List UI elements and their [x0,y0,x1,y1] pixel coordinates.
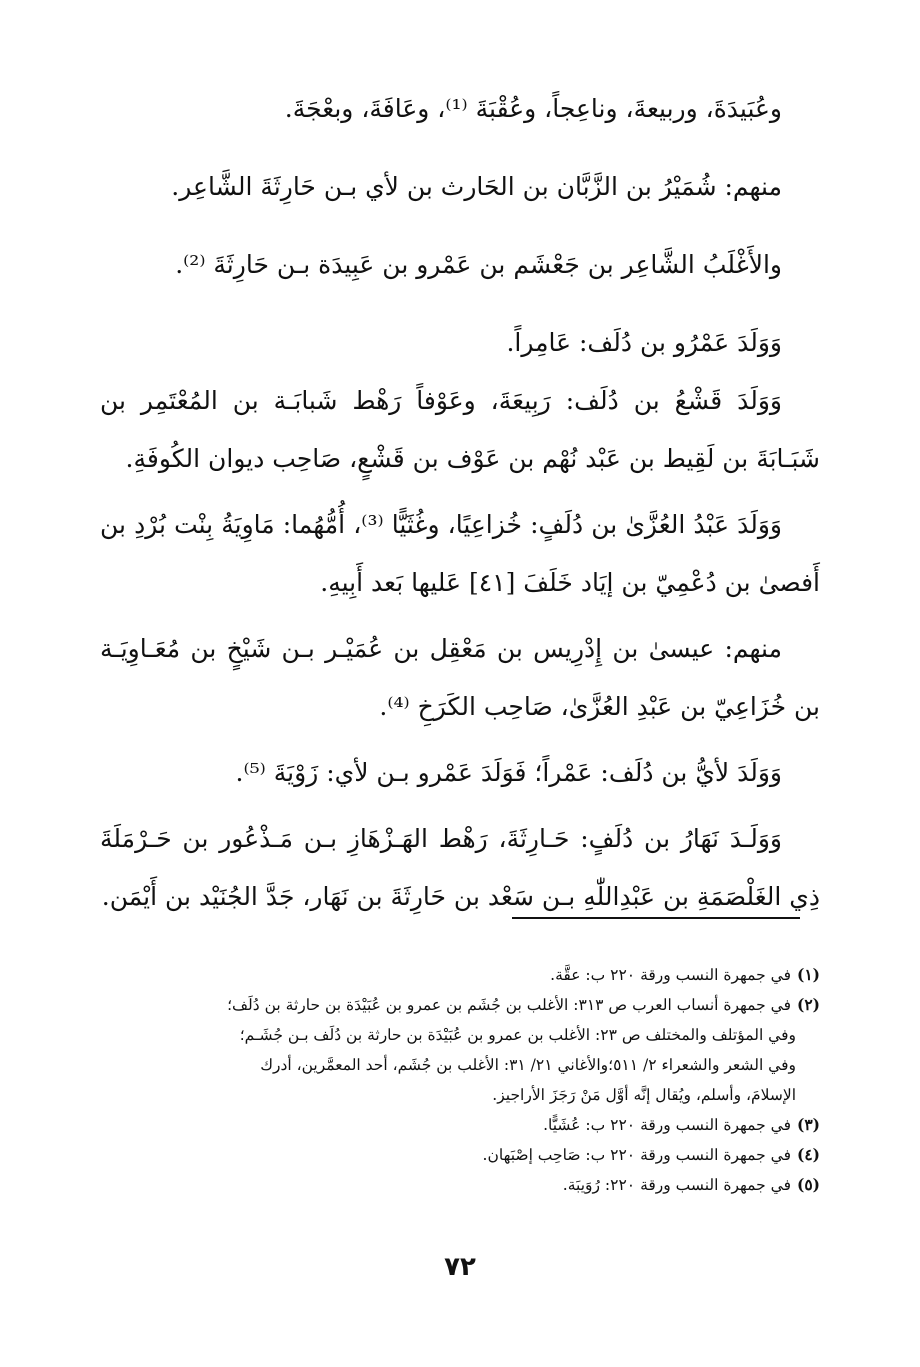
footnote-number: (٣) [796,1115,820,1134]
footnote-2-continuation: الإسلامَ، وأسلم، ويُقال إنَّه أوَّل مَنْ رَجَزَ الأراجيز. [492,1086,796,1104]
paragraph-sons-list: وعُبَيدَةَ، وربيعةَ، وناعِجاً، وعُقْبَةَ ⁽¹⁾، وعَافَةَ، وبعْجَةَ. [284,94,782,123]
paragraph-qash-ibn-dulaf: وَوَلَدَ قَشْعُ بن دُلَف: رَبِيعَةَ، وعَوْفاً رَهْط شَبابَـة بن المُعْتَمِر بن شَبَـابَةَ بن لَقِيط بن عَبْد نُهْم بن عَوْف بن قَشْعٍ، صَاحِب ديوان الكُوفَةِ. [100,386,820,473]
footnote-1 [100,960,820,990]
footnote-3 [100,1110,820,1140]
footnote-number: (٥) [796,1175,820,1194]
footnote-5 [100,1170,820,1200]
paragraph-shumayr: منهم: شُمَيْرُ بن الزَّبَّان بن الحَارث بن لأي بـن حَارِثَةَ الشَّاعِر. [171,172,782,201]
paragraph-amr-ibn-dulaf: وَوَلَدَ عَمْرُو بن دُلَف: عَامِراً. [506,328,782,357]
footnote-4 [100,1140,820,1170]
footnote-2 [100,990,820,1020]
footnote-text: في جمهرة النسب ورقة ٢٢٠ ب: عقَّة. [550,966,791,984]
paragraph-aghlab: والأَغْلَبُ الشَّاعِر بن جَعْشَم بن عَمْرو بن عَبِيدَة بـن حَارِثَةَ ⁽²⁾. [175,250,782,279]
footnote-divider [512,917,800,919]
main-text [100,80,820,926]
footnote-number: (١) [796,965,820,984]
footnote-text: في جمهرة أنساب العرب ص ٣١٣: الأغلب بن جُشَم بن عمرو بن عُبَيْدَة بن حارثة بن دُلَف؛ [227,996,791,1014]
footnote-text: في جمهرة النسب ورقة ٢٢٠ ب: صَاحِب إصْبَهان. [482,1146,791,1164]
paragraph-isa-ibn-idris: منهم: عيسىٰ بن إِدْرِيس بن مَعْقِل بن عُمَيْـر بـن شَيْخٍ بن مُعَـاوِيَـة بن خُزَاعِيّ بن عَبْدِ العُزَّىٰ، صَاحِب الكَرَخِ ⁽⁴⁾. [100,634,820,721]
footnote-text: في جمهرة النسب ورقة ٢٢٠ ب: عُشَيًّا. [543,1116,791,1134]
page-number: ٧٢ [444,1252,476,1282]
footnote-number: (٤) [796,1145,820,1164]
footnote-text: في جمهرة النسب ورقة ٢٢٠: رُوَيبَة. [562,1176,791,1194]
paragraph-abd-al-uzza: وَوَلَدَ عَبْدُ العُزَّىٰ بن دُلَفٍ: خُزاعِيًا، وغُثَيًّا ⁽³⁾، أُمُّهُما: مَاوِيَةُ بِنْت بُرْدِ بن أَفصىٰ بن دُعْمِيّ بن إيَاد خَلَفَ [٤١] عَليها بَعد أَبِيهِ. [100,510,820,597]
footnote-2-continuation: وفي المؤتلف والمختلف ص ٢٣: الأغلب بن عمرو بن عُبَيْدَة بن حارثة بن دُلَف بـن جُشَـم؛ [239,1026,796,1044]
paragraph-nahar-ibn-dulaf: وَوَلَـدَ نَهَارُ بن دُلَفٍ: حَـارِثَةَ، رَهْط الهَـزْهَازِ بـن مَـذْعُور بن حَـرْمَلَةَ ذِي الغَلْصَمَةِ بن عَبْدِاللّٰهِ بـن سَعْد بن حَارِثَةَ بن نَهَار، جَدَّ الجُنَيْد بن أَيْمَن. [100,824,820,911]
footnote-2-continuation: وفي الشعر والشعراء ٢/ ٥١١؛والأغاني ٢١/ ٣١: الأغلب بن جُشَم، أحد المعمَّرين، أدرك [260,1056,796,1074]
footnotes [100,960,820,1200]
footnote-number: (٢) [796,995,820,1014]
paragraph-lay-ibn-dulaf: وَوَلَدَ لأيُّ بن دُلَف: عَمْراً؛ فَوَلَدَ عَمْرو بـن لأي: زَوْيَةَ ⁽⁵⁾. [235,758,782,787]
